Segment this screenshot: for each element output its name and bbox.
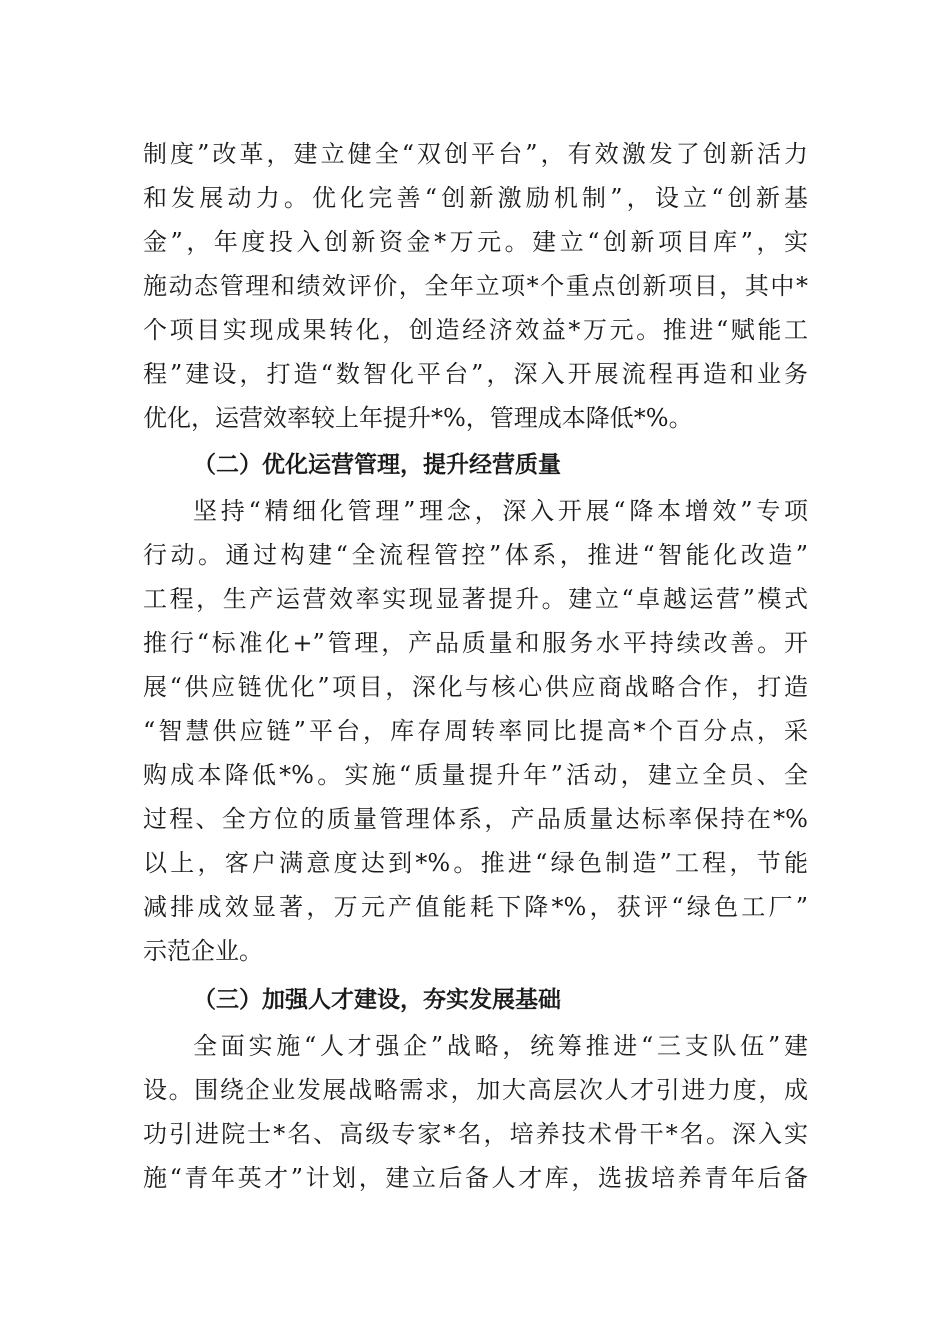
body-text-line: 行动。通过构建“全流程管控”体系，推进“智能化改造”	[143, 541, 808, 569]
body-text-line: 和发展动力。优化完善“创新激励机制”，设立“创新基	[143, 184, 808, 212]
section-heading: （三）加强人才建设，夯实发展基础	[193, 987, 561, 1013]
body-text-line: 以上，客户满意度达到*%。推进“绿色制造”工程，节能	[143, 849, 808, 877]
body-text-line: 过程、全方位的质量管理体系，产品质量达标率保持在*%	[143, 805, 808, 833]
body-text-line: 金”，年度投入创新资金*万元。建立“创新项目库”，实	[143, 228, 808, 256]
body-text-line: 功引进院士*名、高级专家*名，培养技术骨干*名。深入实	[143, 1120, 808, 1148]
body-text-line: 展“供应链优化”项目，深化与核心供应商战略合作，打造	[143, 673, 808, 701]
body-text-line: 购成本降低*%。实施“质量提升年”活动，建立全员、全	[143, 761, 808, 789]
body-text-line: 个项目实现成果转化，创造经济效益*万元。推进“赋能工	[143, 316, 808, 344]
body-text-line: 设。围绕企业发展战略需求，加大高层次人才引进力度，成	[143, 1076, 808, 1104]
section-heading: （二）优化运营管理，提升经营质量	[193, 452, 561, 478]
body-text-line: 坚持“精细化管理”理念，深入开展“降本增效”专项	[193, 497, 808, 525]
body-text-line: 工程，生产运营效率实现显著提升。建立“卓越运营”模式	[143, 585, 808, 613]
body-text-line: 制度”改革，建立健全“双创平台”，有效激发了创新活力	[143, 140, 808, 168]
body-text-line: 施“青年英才”计划，建立后备人才库，选拔培养青年后备	[143, 1164, 808, 1192]
body-text-line: 示范企业。	[143, 937, 263, 965]
body-text-line: 推行“标准化+”管理，产品质量和服务水平持续改善。开	[143, 629, 808, 657]
body-text-line: 程”建设，打造“数智化平台”，深入开展流程再造和业务	[143, 360, 808, 388]
body-text-line: “智慧供应链”平台，库存周转率同比提高*个百分点，采	[143, 717, 808, 745]
body-text-line: 施动态管理和绩效评价，全年立项*个重点创新项目，其中*	[143, 272, 808, 300]
body-text-line: 减排成效显著，万元产值能耗下降*%，获评“绿色工厂”	[143, 893, 808, 921]
body-text-line: 优化，运营效率较上年提升*%，管理成本降低*%。	[143, 404, 693, 432]
body-text-line: 全面实施“人才强企”战略，统筹推进“三支队伍”建	[193, 1032, 808, 1060]
